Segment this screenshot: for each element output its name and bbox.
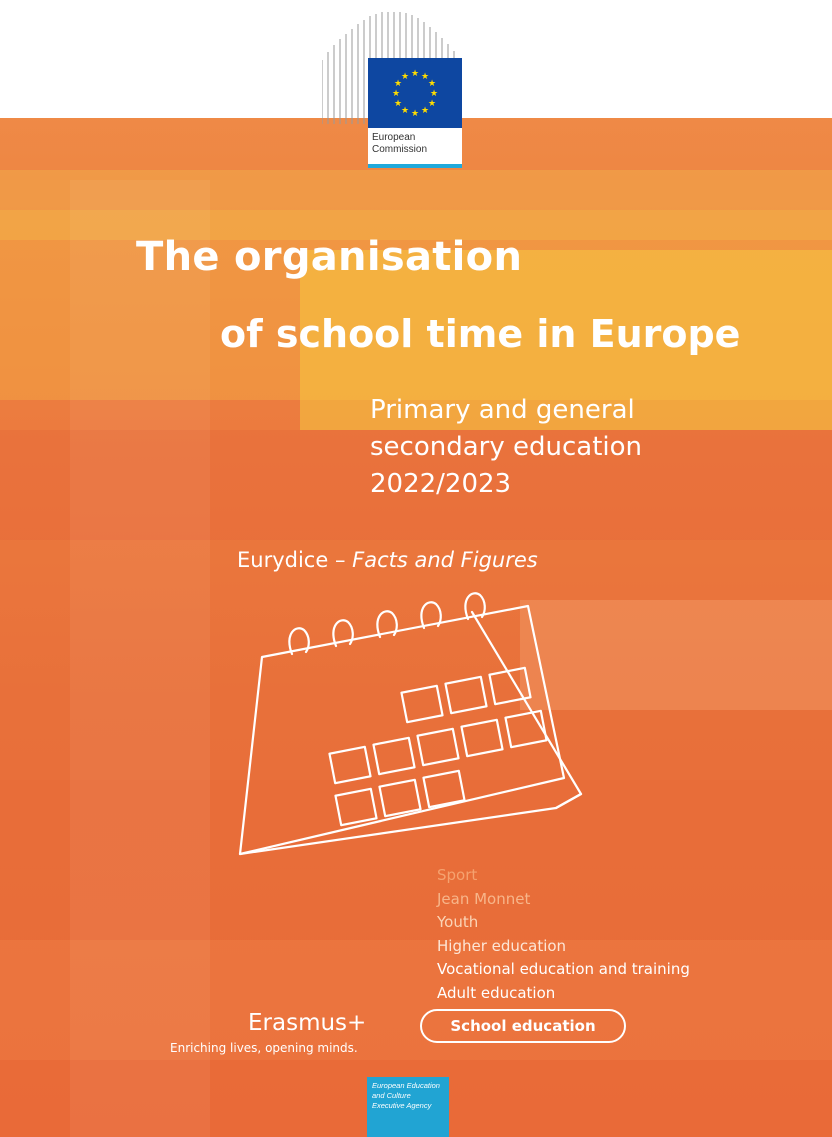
series-label bbox=[237, 548, 538, 572]
subtitle-line-1: Primary and general bbox=[370, 395, 635, 425]
agency-line-1: European Education bbox=[372, 1081, 440, 1090]
programme-item-adult-education: Adult education bbox=[437, 983, 556, 1002]
svg-text:★: ★ bbox=[420, 72, 430, 82]
agency-line-3: Executive Agency bbox=[372, 1101, 432, 1110]
logo-text-box bbox=[368, 128, 462, 168]
programme-item-jean-monnet: Jean Monnet bbox=[437, 889, 531, 908]
logo-line-1: European bbox=[372, 132, 416, 143]
subtitle-line-2: secondary education bbox=[370, 432, 643, 462]
eu-flag-icon bbox=[368, 58, 462, 128]
programme-list bbox=[437, 864, 690, 1005]
logo-line-2: Commission bbox=[372, 144, 428, 155]
svg-text:★: ★ bbox=[391, 89, 401, 99]
school-education-badge: School education bbox=[420, 1009, 626, 1043]
programme-item-sport: Sport bbox=[437, 866, 478, 884]
svg-text:★: ★ bbox=[427, 99, 437, 109]
eacea-agency-box bbox=[367, 1077, 449, 1137]
desk-calendar-icon bbox=[226, 582, 586, 882]
svg-text:★: ★ bbox=[429, 89, 439, 99]
agency-line-2: and Culture bbox=[372, 1091, 411, 1100]
european-commission-logo bbox=[322, 12, 462, 164]
svg-text:★: ★ bbox=[410, 69, 420, 79]
svg-text:★: ★ bbox=[427, 79, 437, 89]
title-line-2: of school time in Europe bbox=[220, 312, 741, 356]
svg-text:★: ★ bbox=[400, 72, 410, 82]
subtitle bbox=[370, 392, 642, 503]
erasmus-plus-logo: Erasmus+ bbox=[248, 1010, 367, 1036]
programme-item-vocational-education: Vocational education and training bbox=[437, 960, 690, 978]
svg-text:★: ★ bbox=[393, 99, 403, 109]
logo-text bbox=[372, 132, 427, 156]
title-line-1: The organisation bbox=[136, 234, 523, 280]
subtitle-line-3: 2022/2023 bbox=[370, 469, 512, 499]
agency-text bbox=[372, 1081, 440, 1111]
programme-item-higher-education: Higher education bbox=[437, 936, 567, 955]
svg-text:★: ★ bbox=[420, 106, 430, 116]
programme-item-youth: Youth bbox=[437, 913, 479, 931]
svg-text:★: ★ bbox=[393, 79, 403, 89]
svg-text:★: ★ bbox=[410, 109, 420, 119]
erasmus-tagline: Enriching lives, opening minds. bbox=[170, 1041, 358, 1055]
series-prefix: Eurydice – bbox=[237, 548, 353, 572]
series-name: Facts and Figures bbox=[352, 548, 538, 572]
svg-text:★: ★ bbox=[400, 106, 410, 116]
